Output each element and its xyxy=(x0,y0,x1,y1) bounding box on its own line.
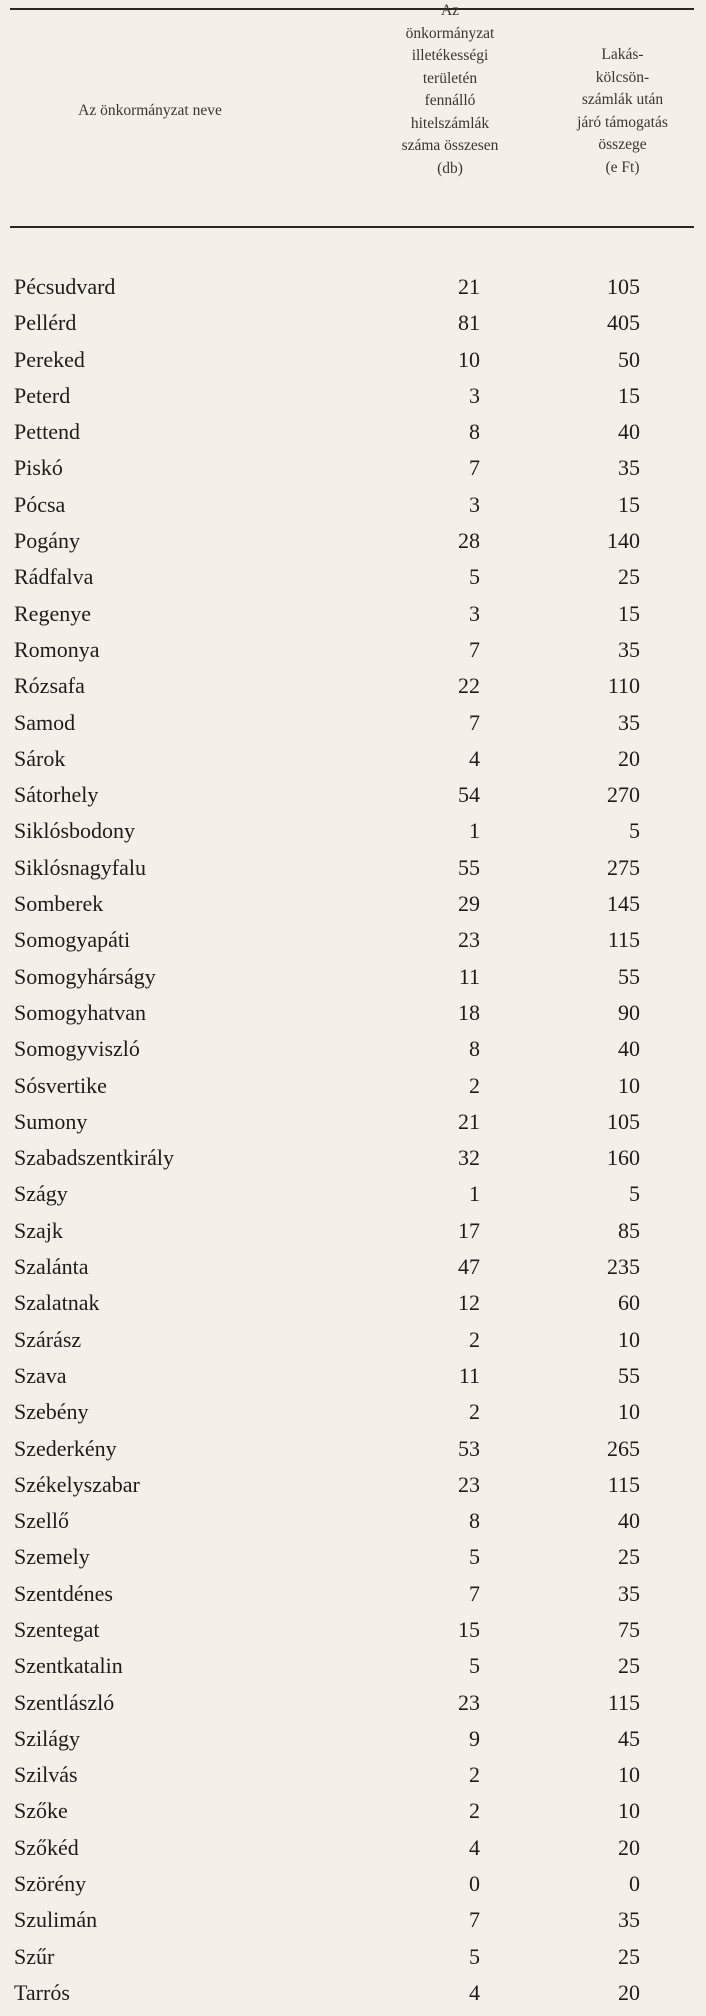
support-amount: 55 xyxy=(618,1362,640,1388)
municipality-name: Szentdénes xyxy=(14,1580,113,1606)
municipality-name: Regenye xyxy=(14,600,91,626)
table-row xyxy=(0,528,706,564)
municipality-name: Somogyapáti xyxy=(14,927,131,953)
table-row xyxy=(0,782,706,818)
header-count-column xyxy=(365,0,535,180)
municipality-name: Pettend xyxy=(14,419,80,445)
support-amount: 10 xyxy=(618,1798,640,1824)
header-count-line: hitelszámlák xyxy=(410,114,490,132)
support-amount: 45 xyxy=(618,1725,640,1751)
municipality-name: Somogyviszló xyxy=(14,1036,140,1062)
support-amount: 20 xyxy=(618,1979,640,2005)
table-row xyxy=(0,1109,706,1145)
account-count: 54 xyxy=(458,782,480,808)
header-name-column xyxy=(30,100,270,123)
table-row xyxy=(0,455,706,491)
account-count: 15 xyxy=(458,1616,480,1642)
table-row xyxy=(0,710,706,746)
municipality-name: Szentegat xyxy=(14,1616,100,1642)
table-row xyxy=(0,1835,706,1871)
table-row xyxy=(0,564,706,600)
municipality-name: Pécsudvard xyxy=(14,274,116,299)
header-amount-line: összege xyxy=(598,136,647,153)
header-count-line: önkormányzat xyxy=(405,24,495,42)
table-row xyxy=(0,1508,706,1544)
account-count: 53 xyxy=(458,1435,480,1461)
account-count: 1 xyxy=(469,818,480,844)
account-count: 3 xyxy=(469,382,480,408)
support-amount: 15 xyxy=(618,491,640,517)
municipality-name: Szalánta xyxy=(14,1254,89,1280)
support-amount: 35 xyxy=(618,1580,640,1606)
table-row xyxy=(0,601,706,637)
header-count-line: (db) xyxy=(437,159,463,177)
table-body xyxy=(0,274,706,2016)
support-amount: 25 xyxy=(618,1943,640,1969)
municipality-name: Peterd xyxy=(14,382,71,408)
top-rule xyxy=(10,8,694,10)
account-count: 11 xyxy=(458,1362,480,1388)
table-row xyxy=(0,310,706,346)
municipality-name: Somberek xyxy=(14,891,104,917)
table-row xyxy=(0,891,706,927)
table-row xyxy=(0,1653,706,1689)
municipality-name: Szemely xyxy=(14,1544,90,1570)
support-amount: 115 xyxy=(607,1689,640,1715)
table-row xyxy=(0,1690,706,1726)
municipality-name: Pereked xyxy=(14,346,85,372)
table-row xyxy=(0,1399,706,1435)
support-amount: 35 xyxy=(618,636,640,662)
account-count: 7 xyxy=(469,1907,480,1933)
support-amount: 50 xyxy=(618,346,640,372)
municipality-name: Sátorhely xyxy=(14,782,99,808)
support-amount: 35 xyxy=(618,1907,640,1933)
municipality-name: Szederkény xyxy=(14,1435,117,1461)
table-row xyxy=(0,1871,706,1907)
table-row xyxy=(0,1073,706,1109)
municipality-name: Szajk xyxy=(14,1217,63,1243)
municipality-name: Szörény xyxy=(14,1871,87,1897)
account-count: 21 xyxy=(458,1108,480,1134)
header-count-line: száma összesen xyxy=(401,137,499,154)
account-count: 1 xyxy=(469,1181,480,1207)
support-amount: 10 xyxy=(618,1326,640,1352)
support-amount: 0 xyxy=(629,1871,640,1897)
table-row xyxy=(0,746,706,782)
municipality-name: Rádfalva xyxy=(14,564,94,590)
account-count: 5 xyxy=(469,564,480,590)
support-amount: 265 xyxy=(607,1435,640,1461)
table-row xyxy=(0,1290,706,1326)
account-count: 17 xyxy=(458,1217,480,1243)
support-amount: 40 xyxy=(618,1508,640,1534)
municipality-name: Rózsafa xyxy=(14,673,85,699)
header-amount-line: (e Ft) xyxy=(605,158,640,176)
support-amount: 270 xyxy=(607,782,640,808)
municipality-name: Szentkatalin xyxy=(14,1653,123,1679)
municipality-name: Szellő xyxy=(14,1508,69,1534)
support-amount: 40 xyxy=(618,1036,640,1062)
header-amount-line: Lakás- xyxy=(601,46,644,63)
account-count: 23 xyxy=(458,1471,480,1497)
municipality-name: Székelyszabar xyxy=(14,1471,140,1497)
support-amount: 235 xyxy=(607,1254,640,1280)
account-count: 23 xyxy=(458,927,480,953)
account-count: 4 xyxy=(469,1979,480,2005)
municipality-name: Pócsa xyxy=(14,491,66,517)
table-row xyxy=(0,1472,706,1508)
account-count: 23 xyxy=(458,1689,480,1715)
header-count-line: Az xyxy=(440,2,460,19)
header-name-label: Az önkormányzat neve xyxy=(78,102,222,119)
table-row xyxy=(0,1000,706,1036)
table-row xyxy=(0,1254,706,1290)
table-row xyxy=(0,637,706,673)
account-count: 2 xyxy=(469,1762,480,1788)
header-amount-line: kölcsön- xyxy=(595,68,650,86)
support-amount: 105 xyxy=(607,274,640,299)
support-amount: 275 xyxy=(607,854,640,880)
support-amount: 90 xyxy=(618,999,640,1025)
support-amount: 115 xyxy=(607,1471,640,1497)
header-count-line: területén xyxy=(422,69,478,87)
table-row xyxy=(0,383,706,419)
municipality-name: Szűr xyxy=(14,1943,55,1969)
header-count-line: illetékességi xyxy=(411,47,489,64)
account-count: 11 xyxy=(458,963,480,989)
account-count: 2 xyxy=(469,1798,480,1824)
table-row xyxy=(0,1544,706,1580)
municipality-name: Romonya xyxy=(14,636,100,662)
support-amount: 160 xyxy=(607,1145,640,1171)
account-count: 7 xyxy=(469,709,480,735)
table-row xyxy=(0,347,706,383)
table-row xyxy=(0,1762,706,1798)
table-row xyxy=(0,1363,706,1399)
header-amount-line: számlák után xyxy=(581,91,664,108)
municipality-name: Szilágy xyxy=(14,1725,80,1751)
table-row xyxy=(0,1145,706,1181)
account-count: 4 xyxy=(469,745,480,771)
account-count: 21 xyxy=(458,274,480,299)
support-amount: 20 xyxy=(618,1834,640,1860)
table-row xyxy=(0,274,706,310)
account-count: 2 xyxy=(469,1072,480,1098)
support-amount: 40 xyxy=(618,419,640,445)
account-count: 18 xyxy=(458,999,480,1025)
account-count: 0 xyxy=(469,1871,480,1897)
municipality-name: Szárász xyxy=(14,1326,82,1352)
account-count: 8 xyxy=(469,1508,480,1534)
municipality-name: Sumony xyxy=(14,1108,88,1134)
municipality-name: Szalatnak xyxy=(14,1290,100,1316)
support-amount: 25 xyxy=(618,1544,640,1570)
account-count: 22 xyxy=(458,673,480,699)
municipality-name: Pellérd xyxy=(14,310,77,336)
support-amount: 110 xyxy=(607,673,640,699)
account-count: 32 xyxy=(458,1145,480,1171)
table-row xyxy=(0,673,706,709)
table-row xyxy=(0,1218,706,1254)
municipality-name: Szágy xyxy=(14,1181,68,1207)
municipality-name: Siklósnagyfalu xyxy=(14,854,146,880)
support-amount: 115 xyxy=(607,927,640,953)
table-row xyxy=(0,818,706,854)
municipality-name: Samod xyxy=(14,709,76,735)
account-count: 5 xyxy=(469,1943,480,1969)
account-count: 29 xyxy=(458,891,480,917)
account-count: 7 xyxy=(469,455,480,481)
table-row xyxy=(0,1327,706,1363)
municipality-name: Szőkéd xyxy=(14,1834,79,1860)
account-count: 10 xyxy=(458,346,480,372)
table-row xyxy=(0,1436,706,1472)
account-count: 2 xyxy=(469,1326,480,1352)
header-amount-column xyxy=(555,44,690,179)
support-amount: 105 xyxy=(607,1108,640,1134)
table-row xyxy=(0,855,706,891)
support-amount: 75 xyxy=(618,1616,640,1642)
support-amount: 5 xyxy=(629,1181,640,1207)
table-row xyxy=(0,1944,706,1980)
support-amount: 140 xyxy=(607,528,640,554)
support-amount: 35 xyxy=(618,455,640,481)
support-amount: 25 xyxy=(618,564,640,590)
account-count: 12 xyxy=(458,1290,480,1316)
table-row xyxy=(0,1798,706,1834)
support-amount: 10 xyxy=(618,1399,640,1425)
table-row xyxy=(0,1581,706,1617)
support-amount: 20 xyxy=(618,745,640,771)
municipality-name: Tarrós xyxy=(14,1979,70,2005)
account-count: 8 xyxy=(469,1036,480,1062)
account-count: 2 xyxy=(469,1399,480,1425)
account-count: 5 xyxy=(469,1544,480,1570)
account-count: 8 xyxy=(469,419,480,445)
table-row xyxy=(0,964,706,1000)
header-count-line: fennálló xyxy=(424,92,476,109)
account-count: 47 xyxy=(458,1254,480,1280)
support-amount: 60 xyxy=(618,1290,640,1316)
table-row xyxy=(0,492,706,528)
support-amount: 5 xyxy=(629,818,640,844)
municipality-name: Pogány xyxy=(14,528,80,554)
municipality-name: Szulimán xyxy=(14,1907,98,1933)
account-count: 3 xyxy=(469,491,480,517)
account-count: 4 xyxy=(469,1834,480,1860)
support-amount: 25 xyxy=(618,1653,640,1679)
support-amount: 405 xyxy=(607,310,640,336)
municipality-name: Szilvás xyxy=(14,1762,78,1788)
support-amount: 10 xyxy=(618,1072,640,1098)
municipality-name: Sósvertike xyxy=(14,1072,107,1098)
account-count: 81 xyxy=(458,310,480,336)
municipality-name: Siklósbodony xyxy=(14,818,136,844)
table-row xyxy=(0,927,706,963)
municipality-name: Szentlászló xyxy=(14,1689,115,1715)
municipality-name: Szőke xyxy=(14,1798,68,1824)
account-count: 28 xyxy=(458,528,480,554)
municipality-name: Piskó xyxy=(14,455,63,481)
support-amount: 15 xyxy=(618,382,640,408)
municipality-name: Sárok xyxy=(14,745,66,771)
municipality-name: Szebény xyxy=(14,1399,89,1425)
table-row xyxy=(0,1980,706,2016)
table-row xyxy=(0,1726,706,1762)
table-row xyxy=(0,1036,706,1072)
account-count: 9 xyxy=(469,1725,480,1751)
support-amount: 35 xyxy=(618,709,640,735)
support-amount: 10 xyxy=(618,1762,640,1788)
account-count: 55 xyxy=(458,854,480,880)
support-amount: 85 xyxy=(618,1217,640,1243)
account-count: 7 xyxy=(469,636,480,662)
account-count: 5 xyxy=(469,1653,480,1679)
municipality-name: Somogyhárságy xyxy=(14,963,156,989)
table-row xyxy=(0,419,706,455)
support-amount: 55 xyxy=(618,963,640,989)
account-count: 7 xyxy=(469,1580,480,1606)
municipality-name: Szava xyxy=(14,1362,67,1388)
account-count: 3 xyxy=(469,600,480,626)
header-amount-line: járó támogatás xyxy=(577,113,668,131)
municipality-name: Somogyhatvan xyxy=(14,999,146,1025)
municipality-name: Szabadszentkirály xyxy=(14,1145,175,1171)
table-row xyxy=(0,1181,706,1217)
header-bottom-rule xyxy=(10,226,694,228)
support-amount: 145 xyxy=(607,891,640,917)
support-amount: 15 xyxy=(618,600,640,626)
table-row xyxy=(0,1617,706,1653)
table-row xyxy=(0,1907,706,1943)
